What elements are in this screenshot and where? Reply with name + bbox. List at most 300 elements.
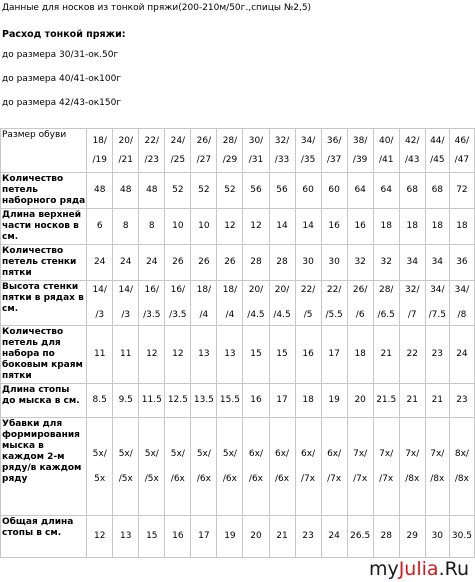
cell-value: 14 — [302, 221, 314, 231]
cell-value: 16 — [302, 349, 314, 359]
table-cell — [321, 418, 347, 516]
cell-value: 18 — [456, 221, 468, 231]
table-row — [1, 281, 475, 326]
table-cell — [269, 209, 295, 245]
table-row — [1, 418, 475, 516]
cell-value: 17 — [328, 349, 340, 359]
table-cell — [449, 209, 474, 245]
table-cell — [425, 418, 449, 516]
size-cell — [165, 129, 191, 173]
cell-value: 34 — [406, 257, 418, 267]
size-value — [243, 136, 268, 166]
cell-value: 48 — [93, 185, 106, 195]
size-bottom: /29 — [222, 154, 238, 165]
table-cell — [449, 516, 474, 558]
size-value — [450, 136, 474, 166]
table-row — [1, 209, 475, 245]
table-cell — [295, 209, 321, 245]
cell-bottom: 5х — [94, 473, 106, 484]
table-cell — [269, 245, 295, 281]
table-cell — [217, 516, 243, 558]
cell-value: 12 — [224, 221, 236, 231]
watermark-brand: Julia — [398, 558, 439, 580]
table-cell — [191, 245, 217, 281]
table-cell — [139, 245, 165, 281]
cell-value: 23 — [431, 349, 444, 359]
cell-value: 60 — [302, 185, 314, 195]
cell-value: 13 — [198, 349, 210, 359]
cell-value: 12 — [146, 349, 158, 359]
cell-bottom: /7х — [327, 473, 342, 484]
cell-value: 12 — [93, 531, 106, 541]
cell-value: 24 — [146, 257, 158, 267]
table-cell — [191, 384, 217, 418]
table-cell — [295, 281, 321, 326]
table-cell — [373, 209, 399, 245]
cell-split — [450, 449, 474, 485]
cell-value: 52 — [198, 185, 210, 195]
cell-top: 6х/ — [274, 448, 290, 459]
cell-split — [426, 449, 449, 485]
cell-top: 8х/ — [454, 448, 469, 459]
table-cell — [347, 245, 373, 281]
table-cell — [295, 418, 321, 516]
cell-value: 18 — [302, 395, 314, 405]
size-value — [87, 136, 112, 166]
cell-value: 16 — [354, 221, 366, 231]
cell-bottom: /3.5 — [143, 310, 161, 320]
cell-value: 68 — [406, 185, 418, 195]
table-cell — [217, 384, 243, 418]
cell-bottom: /5х — [144, 473, 159, 484]
table-cell — [425, 173, 449, 209]
cell-value: 10 — [198, 221, 210, 231]
cell-value: 23 — [302, 531, 314, 541]
table-cell — [399, 281, 425, 326]
table-row — [1, 173, 475, 209]
cell-value: 9.5 — [118, 395, 133, 405]
cell-bottom: /8х — [454, 473, 469, 484]
cell-bottom: /3 — [121, 310, 131, 320]
size-value — [400, 136, 425, 166]
size-bottom: /19 — [92, 154, 107, 165]
table-cell — [243, 516, 269, 558]
table-cell — [113, 516, 139, 558]
table-cell — [321, 326, 347, 384]
cell-top: 20/ — [248, 285, 264, 295]
table-cell — [321, 173, 347, 209]
table-row — [1, 384, 475, 418]
size-top: 38/ — [352, 135, 368, 146]
size-bottom: /37 — [326, 154, 342, 165]
row-label: Убавки для формирования мыска в каждом 2-м ряду/в каждом ряду — [1, 418, 87, 516]
cell-value: 24 — [328, 531, 340, 541]
cell-bottom: /5х — [118, 473, 133, 484]
cell-value: 56 — [250, 185, 262, 195]
cell-value: 64 — [380, 185, 392, 195]
row-label: Количество петель наборного ряда — [1, 173, 87, 209]
cell-split — [139, 449, 164, 485]
size-bottom: /39 — [352, 154, 368, 165]
size-cell — [139, 129, 165, 173]
size-cell — [321, 129, 347, 173]
cell-bottom: /6х — [248, 473, 264, 484]
size-top: 36/ — [326, 135, 342, 146]
table-cell — [425, 326, 449, 384]
cell-top: 28/ — [378, 285, 394, 295]
size-value — [165, 136, 190, 166]
cell-value: 15 — [146, 531, 158, 541]
cell-value: 8.5 — [92, 395, 107, 405]
table-cell — [139, 326, 165, 384]
size-cell — [217, 129, 243, 173]
table-cell — [295, 326, 321, 384]
cell-bottom: /7х — [379, 473, 394, 484]
table-cell — [449, 281, 474, 326]
cell-split — [400, 285, 425, 321]
cell-value: 52 — [172, 185, 184, 195]
size-top: 22/ — [144, 135, 160, 146]
table-cell — [191, 516, 217, 558]
table-cell — [217, 326, 243, 384]
cell-bottom: /8 — [457, 310, 467, 320]
cell-top: 6х/ — [301, 448, 316, 459]
table-row — [1, 516, 475, 558]
table-cell — [373, 173, 399, 209]
row-label: Общая длина стопы в см. — [1, 516, 87, 558]
size-label: Размер обуви — [1, 129, 87, 173]
table-cell — [87, 209, 113, 245]
table-cell — [217, 209, 243, 245]
cell-value: 17 — [198, 531, 210, 541]
table-cell — [165, 209, 191, 245]
table-cell — [87, 418, 113, 516]
cell-value: 6 — [96, 221, 103, 231]
cell-value: 8 — [148, 221, 155, 231]
cell-top: 18/ — [222, 285, 238, 295]
cell-value: 30 — [431, 531, 444, 541]
size-bottom: /31 — [248, 154, 264, 165]
cell-split — [374, 449, 399, 485]
cell-bottom: /7х — [301, 473, 316, 484]
table-cell — [243, 384, 269, 418]
size-cell — [243, 129, 269, 173]
cell-value: 12 — [250, 221, 262, 231]
cell-value: 15.5 — [219, 395, 240, 405]
cell-bottom: /7.5 — [428, 310, 446, 320]
table-cell — [449, 418, 474, 516]
table-cell — [295, 516, 321, 558]
cell-split — [139, 285, 164, 321]
table-cell — [217, 418, 243, 516]
cell-value: 21 — [406, 395, 418, 405]
cell-value: 60 — [328, 185, 340, 195]
cell-top: 20/ — [274, 285, 290, 295]
table-cell — [449, 384, 474, 418]
table-cell — [139, 384, 165, 418]
cell-bottom: /6х — [196, 473, 211, 484]
cell-top: 5х/ — [144, 448, 159, 459]
table-cell — [295, 384, 321, 418]
cell-value: 20 — [354, 395, 366, 405]
table-cell — [243, 326, 269, 384]
table-cell — [165, 245, 191, 281]
cell-split — [243, 285, 268, 321]
table-row — [1, 245, 475, 281]
cell-value: 26 — [224, 257, 236, 267]
size-bottom: /21 — [118, 154, 133, 165]
table-cell — [399, 418, 425, 516]
cell-top: 5х/ — [92, 448, 107, 459]
cell-split — [348, 449, 373, 485]
cell-value: 18 — [431, 221, 444, 231]
cell-split — [296, 449, 321, 485]
consumption-heading: Расход тонкой пряжи: — [2, 29, 126, 40]
table-cell — [113, 245, 139, 281]
cell-top: 26/ — [352, 285, 368, 295]
cell-value: 28 — [276, 257, 288, 267]
cell-bottom: /5.5 — [325, 310, 343, 320]
cell-bottom: /7х — [353, 473, 368, 484]
cell-value: 15 — [276, 349, 288, 359]
table-cell — [113, 384, 139, 418]
cell-value: 11.5 — [141, 395, 162, 405]
table-cell — [269, 326, 295, 384]
table-cell — [87, 245, 113, 281]
cell-top: 22/ — [300, 285, 316, 295]
consumption-line: до размера 40/41-ок100г — [2, 74, 122, 84]
cell-value: 21 — [431, 395, 444, 405]
table-cell — [321, 245, 347, 281]
table-header-row — [1, 129, 475, 173]
cell-top: 7х/ — [353, 448, 368, 459]
row-label: Высота стенки пятки в рядах в см. — [1, 281, 87, 326]
table-cell — [295, 173, 321, 209]
size-value — [191, 136, 216, 166]
cell-value: 24 — [93, 257, 106, 267]
cell-split — [322, 285, 347, 321]
cell-top: 16/ — [170, 285, 186, 295]
table-cell — [87, 281, 113, 326]
size-bottom: /27 — [196, 154, 212, 165]
cell-top: 32/ — [405, 285, 420, 295]
table-cell — [191, 173, 217, 209]
table-cell — [425, 209, 449, 245]
cell-split — [87, 285, 112, 321]
page-title: Данные для носков из тонкой пряжи(200-210м/50г.,спицы №2,5) — [2, 3, 312, 13]
table-cell — [87, 173, 113, 209]
cell-bottom: /6х — [274, 473, 290, 484]
cell-value: 18 — [380, 221, 392, 231]
cell-value: 48 — [146, 185, 158, 195]
size-top: 44/ — [430, 135, 445, 146]
cell-split — [270, 449, 295, 485]
table-cell — [347, 418, 373, 516]
size-top: 24/ — [170, 135, 186, 146]
table-cell — [347, 209, 373, 245]
size-value — [217, 136, 242, 166]
table-cell — [269, 516, 295, 558]
cell-bottom: /4 — [199, 310, 209, 320]
cell-value: 48 — [120, 185, 132, 195]
size-top: 30/ — [248, 135, 264, 146]
cell-split — [426, 285, 449, 321]
watermark-suffix: .Ru — [438, 558, 469, 580]
cell-split — [165, 285, 190, 321]
table-cell — [165, 418, 191, 516]
cell-value: 16 — [172, 531, 184, 541]
size-value — [348, 136, 373, 166]
cell-value: 30.5 — [451, 531, 472, 541]
cell-top: 34/ — [454, 285, 470, 295]
consumption-line: до размера 42/43-ок150г — [2, 98, 122, 108]
table-cell — [191, 326, 217, 384]
table-row — [1, 326, 475, 384]
cell-split — [348, 285, 373, 321]
table-cell — [191, 418, 217, 516]
table-cell — [425, 516, 449, 558]
table-cell — [139, 281, 165, 326]
cell-bottom: /6х — [170, 473, 185, 484]
size-cell — [269, 129, 295, 173]
table-cell — [113, 281, 139, 326]
cell-value: 24 — [456, 349, 468, 359]
cell-split — [191, 449, 216, 485]
table-cell — [321, 384, 347, 418]
size-value — [322, 136, 347, 166]
table-cell — [373, 245, 399, 281]
size-cell — [295, 129, 321, 173]
cell-split — [270, 285, 295, 321]
cell-top: 5х/ — [118, 448, 133, 459]
cell-value: 10 — [172, 221, 184, 231]
cell-bottom: /8х — [405, 473, 420, 484]
cell-bottom: /4.5 — [273, 310, 291, 320]
size-bottom: /35 — [300, 154, 316, 165]
table-cell — [269, 281, 295, 326]
table-cell — [347, 173, 373, 209]
cell-split — [87, 449, 112, 485]
table-cell — [243, 173, 269, 209]
size-cell — [113, 129, 139, 173]
size-value — [296, 136, 321, 166]
cell-value: 14 — [276, 221, 288, 231]
table-cell — [165, 281, 191, 326]
table-cell — [87, 326, 113, 384]
size-top: 26/ — [196, 135, 212, 146]
table-cell — [87, 516, 113, 558]
table-cell — [373, 418, 399, 516]
cell-value: 26 — [198, 257, 210, 267]
cell-top: 7х/ — [379, 448, 394, 459]
cell-value: 26 — [172, 257, 184, 267]
size-top: 32/ — [274, 135, 290, 146]
table-cell — [347, 281, 373, 326]
table-cell — [113, 173, 139, 209]
size-bottom: /47 — [454, 154, 470, 165]
cell-bottom: /8х — [430, 473, 445, 484]
table-cell — [191, 281, 217, 326]
size-value — [270, 136, 295, 166]
cell-value: 13 — [120, 531, 132, 541]
size-cell — [191, 129, 217, 173]
table-cell — [269, 418, 295, 516]
cell-top: 6х/ — [327, 448, 342, 459]
table-cell — [139, 418, 165, 516]
table-cell — [399, 326, 425, 384]
table-cell — [295, 245, 321, 281]
cell-split — [450, 285, 474, 321]
cell-split — [400, 449, 425, 485]
table-cell — [113, 326, 139, 384]
cell-split — [217, 285, 242, 321]
cell-value: 19 — [328, 395, 340, 405]
table-cell — [399, 173, 425, 209]
table-cell — [321, 281, 347, 326]
row-label: Длина стопы до мыска в см. — [1, 384, 87, 418]
cell-value: 16 — [328, 221, 340, 231]
cell-split — [243, 449, 268, 485]
cell-top: 34/ — [430, 285, 445, 295]
cell-value: 8 — [122, 221, 129, 231]
cell-top: 16/ — [144, 285, 160, 295]
table-cell — [113, 209, 139, 245]
table-cell — [139, 209, 165, 245]
cell-top: 5х/ — [196, 448, 211, 459]
cell-value: 29 — [406, 531, 418, 541]
size-bottom: /33 — [274, 154, 290, 165]
size-top: 42/ — [405, 135, 420, 146]
table-cell — [243, 245, 269, 281]
cell-value: 32 — [380, 257, 392, 267]
size-top: 34/ — [300, 135, 316, 146]
table-cell — [217, 173, 243, 209]
cell-value: 52 — [224, 185, 236, 195]
size-cell — [373, 129, 399, 173]
cell-bottom: /4 — [225, 310, 235, 320]
table-cell — [373, 326, 399, 384]
cell-top: 7х/ — [405, 448, 420, 459]
row-label: Длина верхней части носков в см. — [1, 209, 87, 245]
cell-value: 12.5 — [167, 395, 188, 405]
table-cell — [347, 326, 373, 384]
cell-value: 21 — [380, 349, 392, 359]
table-cell — [191, 209, 217, 245]
table-cell — [373, 384, 399, 418]
cell-value: 11 — [120, 349, 132, 359]
cell-bottom: /3 — [95, 310, 105, 320]
cell-value: 13.5 — [193, 395, 214, 405]
size-top: 18/ — [92, 135, 107, 146]
size-cell — [449, 129, 474, 173]
cell-bottom: /6.5 — [377, 310, 395, 320]
row-label: Количество петель для набора по боковым краям пятки — [1, 326, 87, 384]
watermark-logo — [369, 558, 469, 580]
table-cell — [425, 245, 449, 281]
cell-bottom: /6 — [355, 310, 365, 320]
table-cell — [165, 173, 191, 209]
cell-value: 56 — [276, 185, 288, 195]
cell-bottom: /4.5 — [247, 310, 265, 320]
table-cell — [113, 418, 139, 516]
table-cell — [217, 245, 243, 281]
table-cell — [243, 209, 269, 245]
size-top: 40/ — [378, 135, 394, 146]
cell-value: 72 — [456, 185, 468, 195]
cell-top: 22/ — [326, 285, 342, 295]
cell-bottom: /5 — [303, 310, 313, 320]
cell-value: 30 — [302, 257, 314, 267]
